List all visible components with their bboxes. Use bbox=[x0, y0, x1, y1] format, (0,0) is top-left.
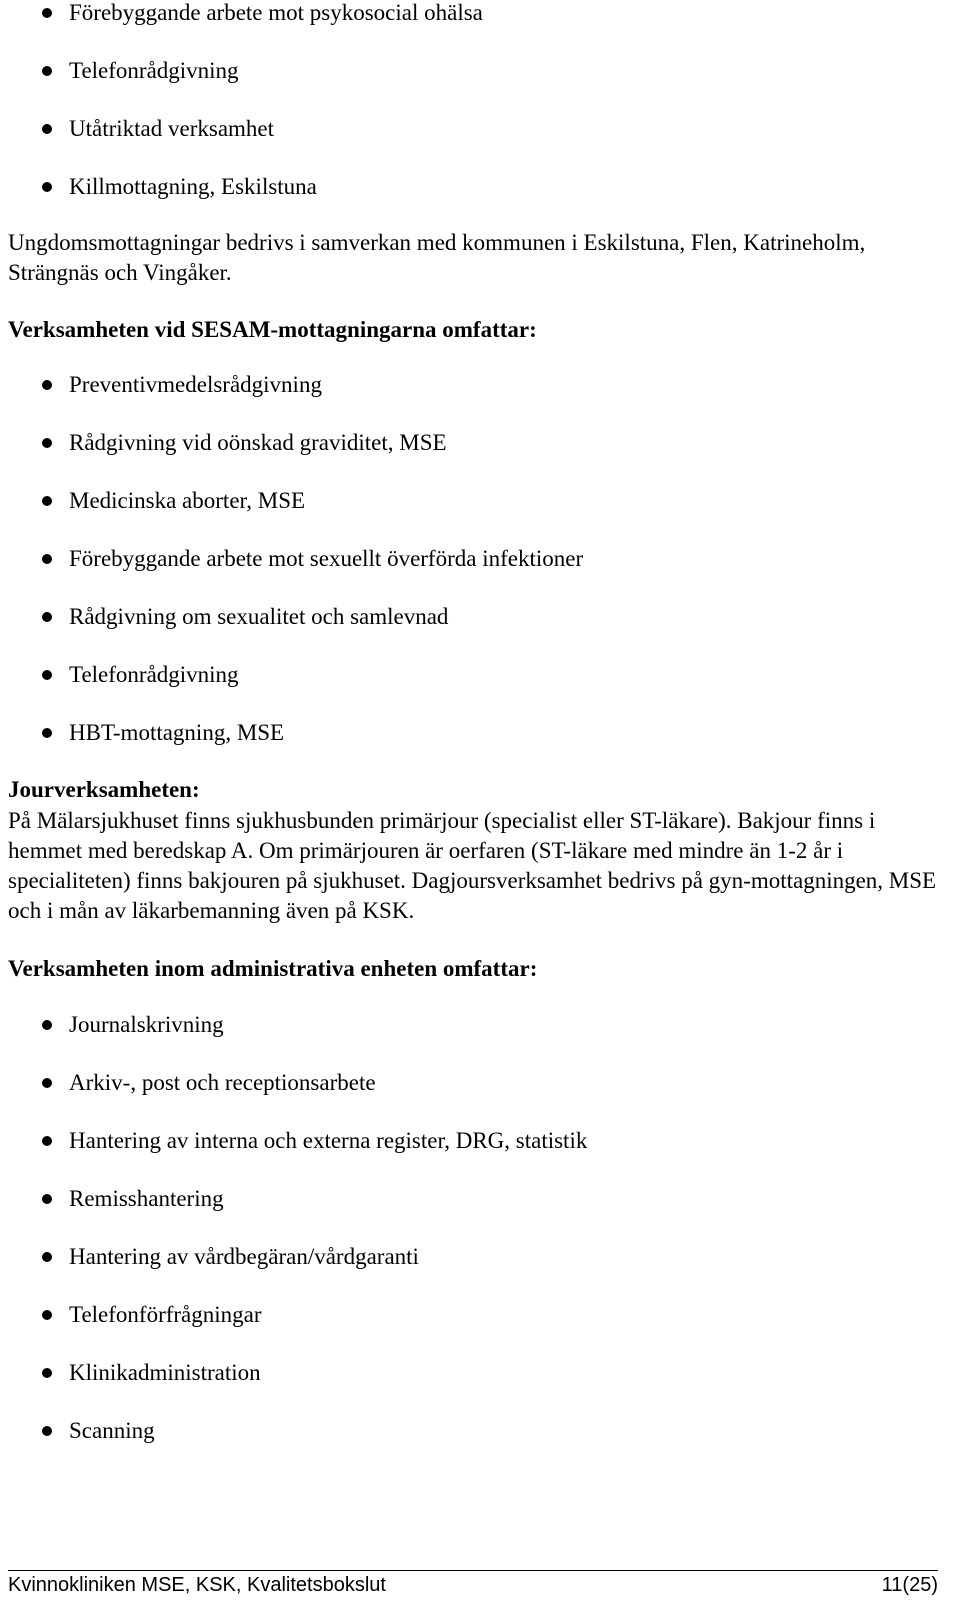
list-item-text: Killmottagning, Eskilstuna bbox=[69, 174, 317, 199]
list-item-text: Remisshantering bbox=[69, 1186, 224, 1211]
list-item bbox=[0, 116, 483, 174]
list-item bbox=[0, 0, 483, 58]
list-item bbox=[0, 174, 483, 232]
bullet-icon bbox=[42, 1252, 52, 1262]
list-item-text: Förebyggande arbete mot sexuellt överförda infektioner bbox=[69, 546, 584, 571]
list-item-text: Utåtriktad verksamhet bbox=[69, 116, 275, 141]
page-number: 11(25) bbox=[881, 1574, 938, 1596]
list-item bbox=[0, 1186, 587, 1244]
footer-title: Kvinnokliniken MSE, KSK, Kvalitetsbokslut bbox=[8, 1574, 386, 1596]
bullet-icon bbox=[42, 66, 52, 76]
list-item bbox=[0, 1302, 587, 1360]
bullet-icon bbox=[42, 1136, 52, 1146]
list-item-text: Hantering av interna och externa register, DRG, statistik bbox=[69, 1128, 588, 1153]
heading-sesam: Verksamheten vid SESAM-mottagningarna omfattar: bbox=[8, 317, 537, 342]
bullet-icon bbox=[42, 670, 52, 680]
list-item bbox=[0, 58, 483, 116]
footer-divider bbox=[8, 1570, 938, 1571]
list-item bbox=[0, 1418, 587, 1476]
list-item-text: Preventivmedelsrådgivning bbox=[69, 372, 322, 397]
bullet-icon bbox=[42, 438, 52, 448]
bullet-icon bbox=[42, 1310, 52, 1320]
bullet-icon bbox=[42, 1426, 52, 1436]
bullet-icon bbox=[42, 182, 52, 192]
list-item bbox=[0, 1360, 587, 1418]
list-item bbox=[0, 488, 583, 546]
list-item-text: Medicinska aborter, MSE bbox=[69, 488, 306, 513]
list-item-text: Scanning bbox=[69, 1418, 155, 1443]
bullet-icon bbox=[42, 1194, 52, 1204]
bullet-icon bbox=[42, 612, 52, 622]
bullet-list-sesam bbox=[0, 372, 583, 778]
paragraph-youth-clinics: Ungdomsmottagningar bedrivs i samverkan med kommunen i Eskilstuna, Flen, Katrineholm, Strängnäs och Vingåker. bbox=[8, 230, 866, 285]
bullet-icon bbox=[42, 1020, 52, 1030]
heading-administration: Verksamheten inom administrativa enheten omfattar: bbox=[8, 956, 538, 981]
bullet-icon bbox=[42, 380, 52, 390]
list-item-text: HBT-mottagning, MSE bbox=[69, 720, 285, 745]
bullet-icon bbox=[42, 1368, 52, 1378]
list-item-text: Arkiv-, post och receptionsarbete bbox=[69, 1070, 376, 1095]
bullet-list-administration bbox=[0, 1012, 587, 1476]
list-item bbox=[0, 1070, 587, 1128]
list-item bbox=[0, 546, 583, 604]
list-item-text: Telefonförfrågningar bbox=[69, 1302, 262, 1327]
paragraph-on-call: På Mälarsjukhuset finns sjukhusbunden primärjour (specialist eller ST-läkare). Bakjour finns i hemmet med beredskap A. Om primärjouren är oerfaren (ST-läkare med mindre än 1-2 år i specialiteten) finns bakjouren på sjukhuset. Dagjoursverksamhet bedrivs på gyn-mottagningen, MSE och i mån av läkarbemanning även på KSK. bbox=[8, 808, 937, 923]
list-item-text: Telefonrådgivning bbox=[69, 58, 239, 83]
list-item-text: Journalskrivning bbox=[69, 1012, 224, 1037]
list-item-text: Telefonrådgivning bbox=[69, 662, 239, 687]
bullet-icon bbox=[42, 496, 52, 506]
list-item-text: Förebyggande arbete mot psykosocial ohälsa bbox=[69, 0, 483, 25]
bullet-icon bbox=[42, 728, 52, 738]
list-item bbox=[0, 662, 583, 720]
list-item bbox=[0, 604, 583, 662]
heading-on-call: Jourverksamheten: bbox=[8, 777, 200, 802]
list-item-text: Rådgivning om sexualitet och samlevnad bbox=[69, 604, 449, 629]
list-item-text: Hantering av vårdbegäran/vårdgaranti bbox=[69, 1244, 419, 1269]
list-item bbox=[0, 430, 583, 488]
bullet-icon bbox=[42, 554, 52, 564]
list-item bbox=[0, 720, 583, 778]
list-item bbox=[0, 1244, 587, 1302]
bullet-icon bbox=[42, 1078, 52, 1088]
bullet-icon bbox=[42, 8, 52, 18]
bullet-icon bbox=[42, 124, 52, 134]
list-item bbox=[0, 1012, 587, 1070]
bullet-list-youth-clinic bbox=[0, 0, 483, 232]
list-item-text: Rådgivning vid oönskad graviditet, MSE bbox=[69, 430, 447, 455]
list-item-text: Klinikadministration bbox=[69, 1360, 261, 1385]
list-item bbox=[0, 372, 583, 430]
list-item bbox=[0, 1128, 587, 1186]
